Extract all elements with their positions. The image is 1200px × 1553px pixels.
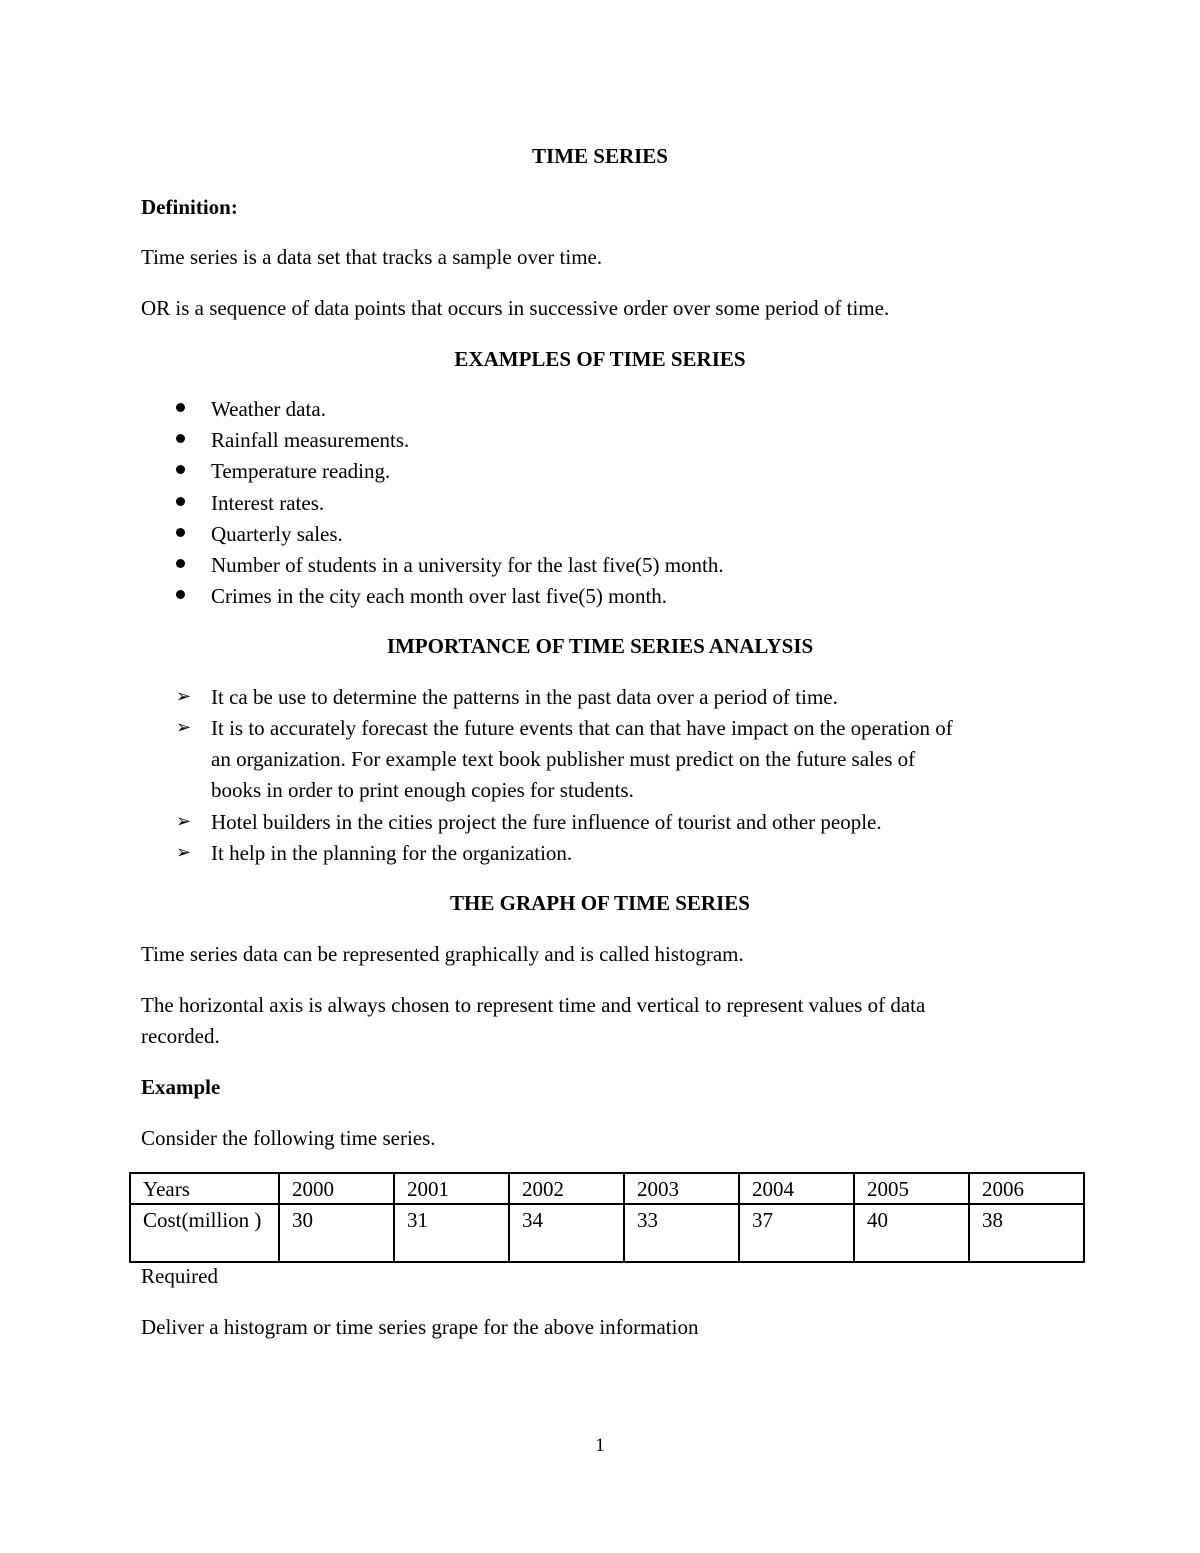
definition-line-2: OR is a sequence of data points that occurs in successive order over some period of time. [141, 296, 890, 320]
table-row [130, 1204, 1084, 1262]
bullet-icon [176, 528, 185, 537]
table-cell: 2004 [739, 1173, 854, 1204]
table-cell: 37 [739, 1204, 854, 1262]
graph-line-2a: The horizontal axis is always chosen to represent time and vertical to represent values of data [141, 993, 926, 1017]
table-cell: Cost(million ) [130, 1204, 279, 1262]
table-cell: 2002 [509, 1173, 624, 1204]
page-number: 1 [595, 1435, 605, 1456]
table-cell: 2005 [854, 1173, 969, 1204]
table-cell: 33 [624, 1204, 739, 1262]
table-cell: 30 [279, 1204, 394, 1262]
graph-heading: THE GRAPH OF TIME SERIES [450, 891, 750, 915]
bullet-icon [176, 497, 185, 506]
example-intro: Consider the following time series. [141, 1126, 436, 1150]
task-text: Deliver a histogram or time series grape for the above information [141, 1315, 699, 1339]
list-item: Rainfall measurements. [211, 428, 410, 452]
list-item: Interest rates. [211, 491, 325, 515]
table-row [130, 1173, 1084, 1204]
table-cell: 40 [854, 1204, 969, 1262]
page-title: TIME SERIES [532, 144, 668, 168]
arrow-bullet-icon: ➢ [176, 717, 192, 738]
bullet-icon [176, 590, 185, 599]
bullet-icon [176, 434, 185, 443]
graph-line-2b: recorded. [141, 1024, 220, 1048]
list-item: Number of students in a university for the last five(5) month. [211, 553, 724, 577]
list-item: Crimes in the city each month over last five(5) month. [211, 584, 668, 608]
table-cell: 2003 [624, 1173, 739, 1204]
bullet-icon [176, 465, 185, 474]
example-heading: Example [141, 1075, 221, 1099]
examples-heading: EXAMPLES OF TIME SERIES [454, 347, 746, 371]
time-series-table [129, 1172, 1085, 1263]
table-cell: 34 [509, 1204, 624, 1262]
bullet-icon [176, 559, 185, 568]
list-item: Hotel builders in the cities project the fure influence of tourist and other people. [211, 810, 882, 834]
importance-heading: IMPORTANCE OF TIME SERIES ANALYSIS [386, 634, 814, 658]
arrow-bullet-icon: ➢ [176, 811, 192, 832]
list-item: It help in the planning for the organization. [211, 841, 573, 865]
table-cell: 2001 [394, 1173, 509, 1204]
table-cell: Years [130, 1173, 279, 1204]
graph-line-1: Time series data can be represented graphically and is called histogram. [141, 942, 744, 966]
list-item: Weather data. [211, 397, 326, 421]
list-item: It is to accurately forecast the future events that can that have impact on the operation of [211, 716, 953, 740]
list-item: Quarterly sales. [211, 522, 343, 546]
table-cell: 38 [969, 1204, 1084, 1262]
required-label: Required [141, 1264, 218, 1288]
list-item-continued: an organization. For example text book publisher must predict on the future sales of [211, 747, 916, 771]
definition-heading: Definition: [141, 195, 238, 219]
arrow-bullet-icon: ➢ [176, 842, 192, 863]
bullet-icon [176, 403, 185, 412]
list-item: Temperature reading. [211, 459, 391, 483]
table-cell: 2006 [969, 1173, 1084, 1204]
table-cell: 2000 [279, 1173, 394, 1204]
list-item: It ca be use to determine the patterns in the past data over a period of time. [211, 685, 838, 709]
table-cell: 31 [394, 1204, 509, 1262]
list-item-continued: books in order to print enough copies for students. [211, 778, 634, 802]
definition-line-1: Time series is a data set that tracks a sample over time. [141, 245, 603, 269]
arrow-bullet-icon: ➢ [176, 686, 192, 707]
